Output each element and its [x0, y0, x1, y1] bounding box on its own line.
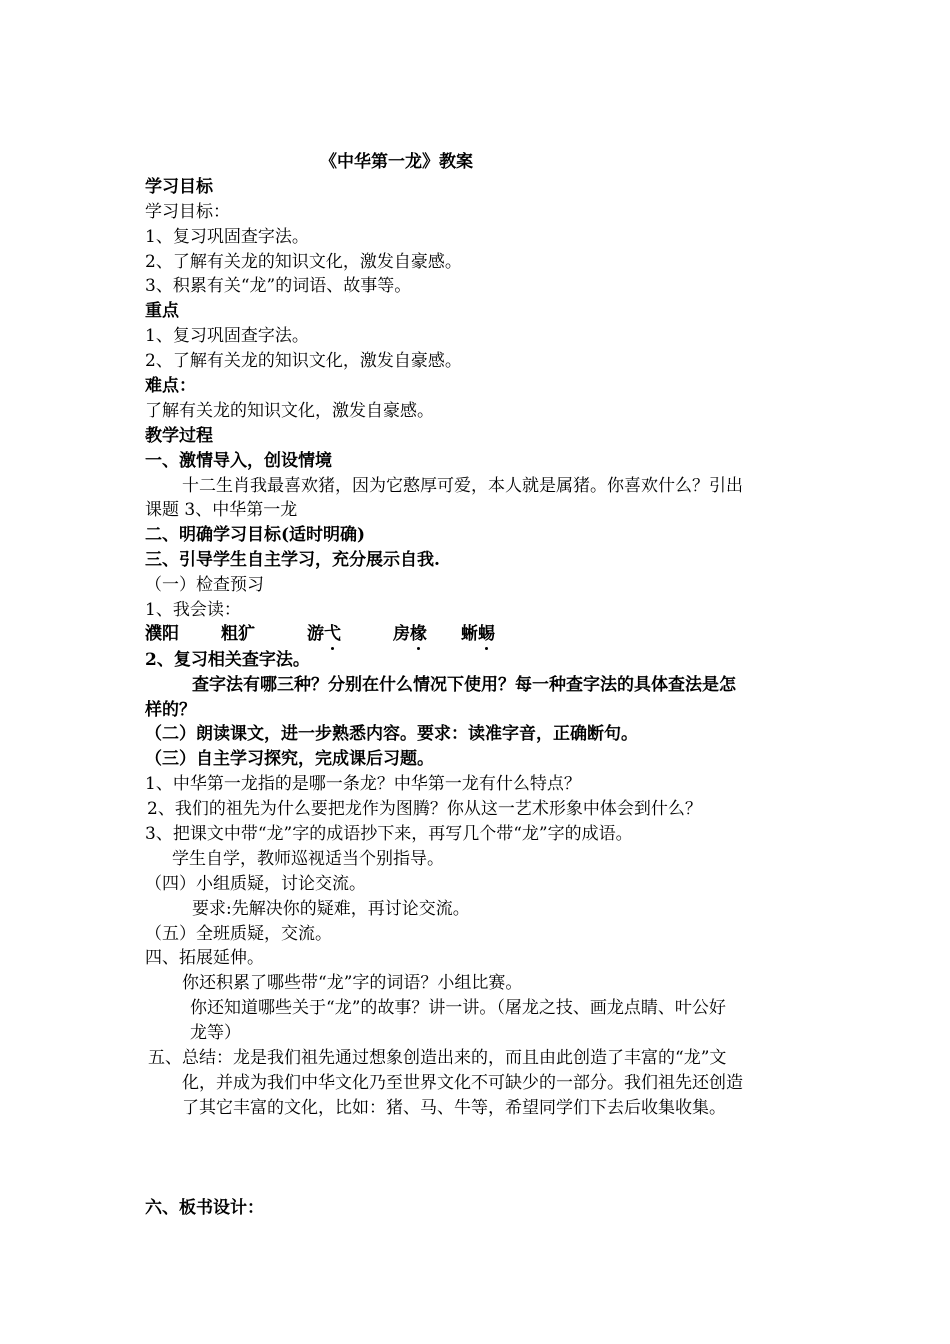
section-heading-board-design: 六、板书设计： — [145, 1198, 264, 1218]
objective-item: 1、复习巩固查字法。 — [145, 227, 309, 247]
vocab-word — [393, 622, 427, 646]
key-point-item: 2、了解有关龙的知识文化，激发自豪感。 — [145, 351, 462, 371]
paragraph-line: 你还知道哪些关于“龙”的故事？讲一讲。（屠龙之技、画龙点睛、叶公好 — [190, 998, 726, 1018]
objective-item: 3、积累有关“龙”的词语、故事等。 — [145, 276, 412, 296]
vocab-word-text: 蜥 — [461, 624, 478, 644]
subsection-heading: （五）全班质疑，交流。 — [145, 924, 332, 944]
subsection-heading: （一）检查预习 — [145, 575, 264, 595]
subsection-heading: （二）朗读课文，进一步熟悉内容。要求：读准字音，正确断句。 — [145, 724, 638, 744]
summary-line: 化，并成为我们中华文化乃至世界文化不可缺少的一部分。我们祖先还创造 — [182, 1073, 743, 1093]
section-heading: 二、明确学习目标(适时明确) — [145, 525, 366, 545]
paragraph-line: 1、我会读： — [145, 600, 241, 620]
question-item: 1、中华第一龙指的是哪一条龙？中华第一龙有什么特点？ — [145, 774, 581, 794]
subsection-heading: （四）小组质疑，讨论交流。 — [145, 874, 366, 894]
paragraph-line: 查字法有哪三种？分别在什么情况下使用？每一种查字法的具体查法是怎 — [192, 675, 736, 695]
key-point-item: 1、复习巩固查字法。 — [145, 326, 309, 346]
heading-objectives: 学习目标 — [145, 177, 213, 197]
paragraph-line: 龙等） — [190, 1023, 241, 1043]
section-heading: 四、拓展延伸。 — [145, 948, 264, 968]
heading-process: 教学过程 — [145, 426, 213, 446]
paragraph-line: 学生自学，教师巡视适当个别指导。 — [172, 849, 444, 869]
page-title: 《中华第一龙》教案 — [320, 152, 473, 172]
paragraph-line: 要求:先解决你的疑难，再讨论交流。 — [192, 899, 470, 919]
emphasis-dotted-char: 蜴 — [478, 624, 495, 644]
vocab-word-text: 房 — [393, 624, 410, 644]
difficulty-item: 了解有关龙的知识文化，激发自豪感。 — [145, 401, 434, 421]
heading-difficulties: 难点： — [145, 376, 196, 396]
subsection-heading: 2、复习相关查字法。 — [145, 650, 310, 670]
vocab-word-text: 粗犷 — [221, 624, 255, 644]
paragraph-line: 样的？ — [145, 700, 196, 720]
section-heading: 三、引导学生自主学习，充分展示自我. — [145, 550, 440, 570]
question-item: 3、把课文中带“龙”字的成语抄下来，再写几个带“龙”字的成语。 — [145, 824, 633, 844]
paragraph-line: 课题 3、中华第一龙 — [145, 500, 298, 520]
vocab-word-text: 濮阳 — [145, 624, 179, 644]
objective-item: 2、了解有关龙的知识文化，激发自豪感。 — [145, 252, 462, 272]
vocab-word — [145, 622, 179, 646]
heading-key-points: 重点 — [145, 301, 179, 321]
subsection-heading: （三）自主学习探究，完成课后习题。 — [145, 749, 434, 769]
summary-line: 了其它丰富的文化，比如：猪、马、牛等，希望同学们下去后收集收集。 — [182, 1098, 726, 1118]
emphasis-dotted-char: 弋 — [324, 624, 341, 644]
summary-line: 五、总结：龙是我们祖先通过想象创造出来的，而且由此创造了丰富的“龙”文 — [148, 1048, 727, 1068]
vocab-word — [221, 622, 255, 646]
vocab-word — [461, 622, 495, 646]
emphasis-dotted-char: 椽 — [410, 624, 427, 644]
vocab-word-text: 游 — [307, 624, 324, 644]
vocab-word — [307, 622, 341, 646]
section-heading: 一、激情导入，创设情境 — [145, 451, 332, 471]
paragraph-line: 你还积累了哪些带“龙”字的词语？小组比赛。 — [182, 973, 523, 993]
paragraph-line: 十二生肖我最喜欢猪，因为它憨厚可爱，本人就是属猪。你喜欢什么？引出 — [182, 476, 743, 496]
objectives-label: 学习目标： — [145, 202, 230, 222]
question-item: 2、我们的祖先为什么要把龙作为图腾？你从这一艺术形象中体会到什么？ — [147, 799, 702, 819]
